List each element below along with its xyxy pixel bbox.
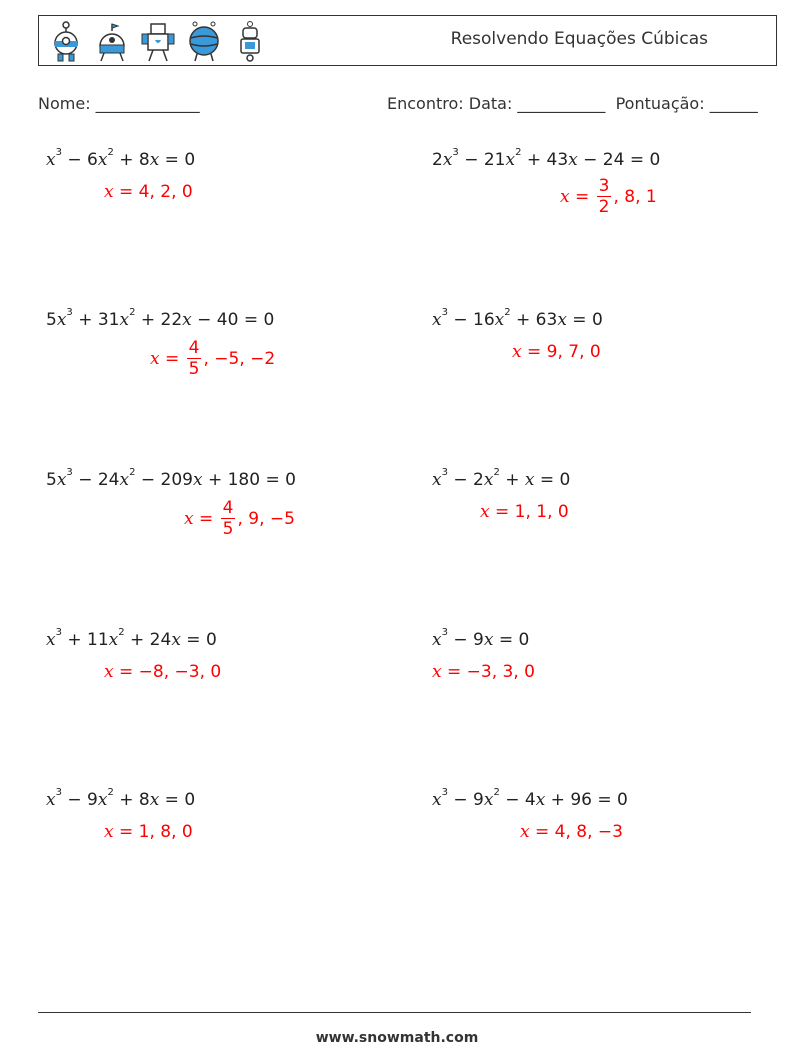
answer-equals: = bbox=[489, 502, 515, 522]
equation-term: 5x bbox=[46, 310, 67, 330]
equation-term: − 40 = 0 bbox=[191, 310, 275, 330]
equation-term: x bbox=[149, 150, 160, 170]
answer bbox=[432, 662, 535, 682]
answer-fraction bbox=[221, 498, 236, 539]
fraction-denominator: 5 bbox=[188, 359, 200, 379]
answer bbox=[480, 502, 569, 522]
exponent: 3 bbox=[66, 467, 73, 479]
equation bbox=[432, 627, 530, 650]
equation-term: x bbox=[568, 150, 578, 170]
robot-icon bbox=[231, 20, 269, 64]
answer bbox=[104, 822, 193, 842]
answer-variable: x bbox=[512, 342, 522, 362]
answer-variable: x bbox=[432, 662, 442, 682]
equation-term: x bbox=[432, 310, 442, 330]
answer-equals: = bbox=[113, 182, 139, 202]
equation-term: x bbox=[182, 310, 192, 330]
equation-term: + 180 = 0 bbox=[202, 470, 296, 490]
equation-term: + 63 bbox=[510, 310, 558, 330]
exponent: 3 bbox=[441, 627, 448, 639]
exponent: 3 bbox=[55, 147, 62, 159]
answer-equals: = bbox=[113, 822, 139, 842]
exponent: 2 bbox=[493, 787, 500, 799]
equation-term: = 0 bbox=[159, 790, 196, 810]
exponent: 2 bbox=[118, 627, 125, 639]
equation-term: x bbox=[97, 150, 108, 170]
fraction-numerator: 4 bbox=[188, 338, 200, 358]
equation-term: = 0 bbox=[566, 310, 603, 330]
equation-term: x bbox=[432, 630, 442, 650]
exponent: 3 bbox=[452, 147, 459, 159]
exponent: 3 bbox=[55, 787, 62, 799]
equation bbox=[46, 627, 217, 650]
fraction-denominator: 5 bbox=[222, 519, 234, 539]
equation-term: x bbox=[119, 310, 130, 330]
equation-term: x bbox=[46, 150, 56, 170]
answer-values: , 9, −5 bbox=[237, 508, 295, 529]
answer-variable: x bbox=[184, 508, 194, 529]
equation-term: + 31 bbox=[72, 310, 120, 330]
answer-variable: x bbox=[560, 186, 570, 207]
worksheet-header bbox=[38, 15, 777, 66]
equation-term: x bbox=[97, 790, 108, 810]
equation-term: + 22 bbox=[135, 310, 183, 330]
equation bbox=[46, 467, 296, 490]
answer-values: −3, 3, 0 bbox=[466, 662, 535, 682]
exponent: 2 bbox=[515, 147, 522, 159]
equation-term: x bbox=[108, 630, 119, 650]
answer-variable: x bbox=[104, 822, 114, 842]
equation-term: x bbox=[432, 790, 442, 810]
equation bbox=[432, 147, 661, 170]
equation-term: = 0 bbox=[159, 150, 196, 170]
answer-equals: = bbox=[441, 662, 467, 682]
equation-term: − 24 = 0 bbox=[577, 150, 661, 170]
footer-divider bbox=[38, 1012, 751, 1013]
answer-values: 1, 8, 0 bbox=[138, 822, 193, 842]
equation-term: − 209 bbox=[135, 470, 193, 490]
footer-site: www.snowmath.com bbox=[315, 1030, 479, 1046]
equation-term: + 8 bbox=[113, 790, 150, 810]
answer bbox=[104, 662, 221, 682]
equation-term: + 8 bbox=[113, 150, 150, 170]
equation-term: − 9 bbox=[447, 790, 484, 810]
equation bbox=[432, 307, 603, 330]
answer-fraction bbox=[187, 338, 202, 379]
equation-term: x bbox=[557, 310, 567, 330]
equation bbox=[46, 787, 196, 810]
answer-values: 4, 2, 0 bbox=[138, 182, 193, 202]
equation-term: x bbox=[46, 630, 56, 650]
worksheet-title: Resolvendo Equações Cúbicas bbox=[450, 29, 708, 49]
equation-term: = 0 bbox=[534, 470, 571, 490]
name-field: Nome: _____________ bbox=[38, 94, 200, 113]
exponent: 3 bbox=[55, 627, 62, 639]
exponent: 3 bbox=[441, 467, 448, 479]
equation-term: + 43 bbox=[521, 150, 569, 170]
equation bbox=[46, 147, 196, 170]
equation-term: x bbox=[149, 790, 160, 810]
equation bbox=[46, 307, 275, 330]
answer-values: 4, 8, −3 bbox=[554, 822, 623, 842]
answer-equals: = bbox=[521, 342, 547, 362]
answer bbox=[150, 338, 275, 379]
answer-variable: x bbox=[150, 348, 160, 369]
answer-variable: x bbox=[520, 822, 530, 842]
answer-variable: x bbox=[104, 662, 114, 682]
equation-term: x bbox=[432, 470, 442, 490]
answer-equals: = bbox=[113, 662, 139, 682]
equation-term: x bbox=[505, 150, 516, 170]
robot-icons bbox=[47, 20, 269, 64]
equation-term: − 21 bbox=[458, 150, 506, 170]
equation-term: + bbox=[499, 470, 525, 490]
answer-values: 9, 7, 0 bbox=[546, 342, 601, 362]
exponent: 2 bbox=[504, 307, 511, 319]
answer-fraction bbox=[597, 176, 612, 217]
exponent: 3 bbox=[441, 307, 448, 319]
equation-term: x bbox=[524, 470, 535, 490]
fraction-denominator: 2 bbox=[598, 197, 610, 217]
equation-term: − 9 bbox=[61, 790, 98, 810]
exponent: 2 bbox=[129, 467, 136, 479]
robot-icon bbox=[47, 20, 85, 64]
fraction-numerator: 3 bbox=[598, 176, 610, 196]
answer-values: 1, 1, 0 bbox=[514, 502, 569, 522]
answer-equals: = bbox=[529, 822, 555, 842]
equation-term: − 24 bbox=[72, 470, 120, 490]
answer-values: , −5, −2 bbox=[203, 348, 276, 369]
equation-term: − 6 bbox=[61, 150, 98, 170]
equation-term: x bbox=[46, 790, 56, 810]
equation bbox=[432, 467, 571, 490]
equation-term: x bbox=[483, 470, 494, 490]
fraction-numerator: 4 bbox=[222, 498, 234, 518]
equation-term: 5x bbox=[46, 470, 67, 490]
answer bbox=[512, 342, 601, 362]
equation-term: − 16 bbox=[447, 310, 495, 330]
robot-icon bbox=[139, 20, 177, 64]
equation-term: + 96 = 0 bbox=[545, 790, 628, 810]
equation-term: x bbox=[483, 630, 494, 650]
equation-term: x bbox=[494, 310, 505, 330]
equation bbox=[432, 787, 628, 810]
answer-equals: = bbox=[193, 508, 219, 529]
answer-values: −8, −3, 0 bbox=[138, 662, 222, 682]
answer bbox=[184, 498, 295, 539]
equation-term: + 11 bbox=[61, 630, 109, 650]
exponent: 2 bbox=[129, 307, 136, 319]
exponent: 2 bbox=[107, 787, 114, 799]
answer-equals: = bbox=[159, 348, 185, 369]
answer bbox=[560, 176, 657, 217]
exponent: 2 bbox=[107, 147, 114, 159]
answer bbox=[520, 822, 623, 842]
equation-term: x bbox=[119, 470, 130, 490]
exponent: 2 bbox=[493, 467, 500, 479]
equation-term: 2x bbox=[432, 150, 453, 170]
equation-term: = 0 bbox=[493, 630, 530, 650]
equation-term: = 0 bbox=[180, 630, 217, 650]
date-score-field: Encontro: Data: ___________ Pontuação: ______ bbox=[387, 94, 758, 113]
equation-term: x bbox=[535, 790, 546, 810]
equation-term: x bbox=[483, 790, 494, 810]
robot-icon bbox=[93, 20, 131, 64]
equation-term: x bbox=[192, 470, 203, 490]
equation-term: − 2 bbox=[447, 470, 484, 490]
equation-term: − 9 bbox=[447, 630, 484, 650]
answer-variable: x bbox=[104, 182, 114, 202]
exponent: 3 bbox=[66, 307, 73, 319]
answer-equals: = bbox=[569, 186, 595, 207]
answer-values: , 8, 1 bbox=[613, 186, 657, 207]
equation-term: + 24 bbox=[124, 630, 172, 650]
answer-variable: x bbox=[480, 502, 490, 522]
equation-term: − 4 bbox=[499, 790, 536, 810]
answer bbox=[104, 182, 193, 202]
exponent: 3 bbox=[441, 787, 448, 799]
robot-icon bbox=[185, 20, 223, 64]
equation-term: x bbox=[171, 630, 181, 650]
